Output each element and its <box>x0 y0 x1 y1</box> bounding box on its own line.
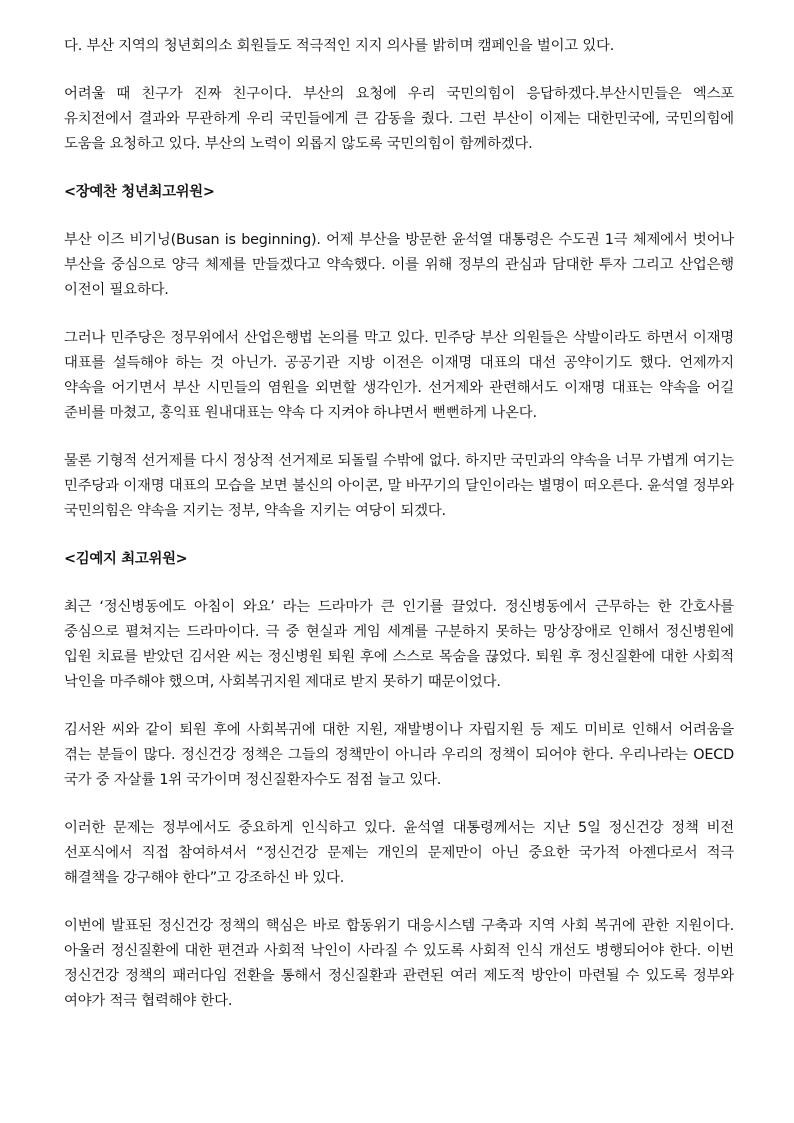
paragraph: 어려울 때 친구가 진짜 친구이다. 부산의 요청에 우리 국민의힘이 응답하겠다.부산시민들은 엑스포 유치전에서 결과와 무관하게 우리 국민들에게 큰 감동을 줬다. 그런 부산이 이제는 대한민국에, 국민의힘에 도움을 요청하고 있다. 부산의 노력이 외롭지 않도록 국민의힘이 함께하겠다. <box>64 86 734 152</box>
paragraph: 그러나 민주당은 정무위에서 산업은행법 논의를 막고 있다. 민주당 부산 의원들은 삭발이라도 하면서 이재명 대표를 설득해야 하는 것 아닌가. 공공기관 지방 이전은 이재명 대표의 대선 공약이기도 했다. 언제까지 약속을 어기면서 부산 시민들의 염원을 외면할 생각인가. 선거제와 관련해서도 이재명 대표는 약속을 어길 준비를 마쳤고, 홍익표 원내대표는 약속 다 지켜야 하냐면서 뻔뻔하게 나온다. <box>64 330 734 421</box>
paragraph: 부산 이즈 비기닝(Busan is beginning). 어제 부산을 방문한 윤석열 대통령은 수도권 1극 체제에서 벗어나 부산을 중심으로 양극 체제를 만들겠다고 약속했다. 이를 위해 정부의 관심과 담대한 투자 그리고 산업은행 이전이 필요하다. <box>64 232 734 298</box>
section-heading: <장예찬 청년최고위원> <box>64 184 215 200</box>
paragraph: 김서완 씨와 같이 퇴원 후에 사회복귀에 대한 지원, 재발병이나 자립지원 등 제도 미비로 인해서 어려움을 겪는 분들이 많다. 정신건강 정책은 그들의 정책만이 아니라 우리의 정책이 되어야 한다. 우리나라는 OECD 국가 중 자살률 1위 국가이며 정신질환자수도 점점 늘고 있다. <box>64 722 734 788</box>
paragraph: 최근 ‘정신병동에도 아침이 와요’ 라는 드라마가 큰 인기를 끌었다. 정신병동에서 근무하는 한 간호사를 중심으로 펼쳐지는 드라마이다. 극 중 현실과 게임 세계를 구분하지 못하는 망상장애로 인해서 정신병원에 입원 치료를 받았던 김서완 씨는 정신병원 퇴원 후에 스스로 목숨을 끊었다. 퇴원 후 정신질환에 대한 사회적 낙인을 마주해야 했으며, 사회복귀지원 제대로 받지 못하기 때문이었다. <box>64 599 734 690</box>
paragraph: 물론 기형적 선거제를 다시 정상적 선거제로 되돌릴 수밖에 없다. 하지만 국민과의 약속을 너무 가볍게 여기는 민주당과 이재명 대표의 모습을 보면 불신의 아이콘, 말 바꾸기의 달인이라는 별명이 떠오른다. 윤석열 정부와 국민의힘은 약속을 지키는 정부, 약속을 지키는 여당이 되겠다. <box>64 453 734 519</box>
document-page <box>64 34 734 1037</box>
section-heading: <김예지 최고위원> <box>64 551 188 567</box>
paragraph: 이러한 문제는 정부에서도 중요하게 인식하고 있다. 윤석열 대통령께서는 지난 5일 정신건강 정책 비전 선포식에서 직접 참여하셔서 “정신건강 문제는 개인의 문제만이 아닌 중요한 국가적 아젠다로서 적극 해결책을 강구해야 한다”고 강조하신 바 있다. <box>64 820 734 886</box>
paragraph: 이번에 발표된 정신건강 정책의 핵심은 바로 합동위기 대응시스템 구축과 지역 사회 복귀에 관한 지원이다. 아울러 정신질환에 대한 편견과 사회적 낙인이 사라질 수 있도록 사회적 인식 개선도 병행되어야 한다. 이번 정신건강 정책의 패러다임 전환을 통해서 정신질환과 관련된 여러 제도적 방안이 마련될 수 있도록 정부와 여야가 적극 협력해야 한다. <box>64 918 734 1009</box>
paragraph: 다. 부산 지역의 청년회의소 회원들도 적극적인 지지 의사를 밝히며 캠페인을 벌이고 있다. <box>64 38 615 54</box>
